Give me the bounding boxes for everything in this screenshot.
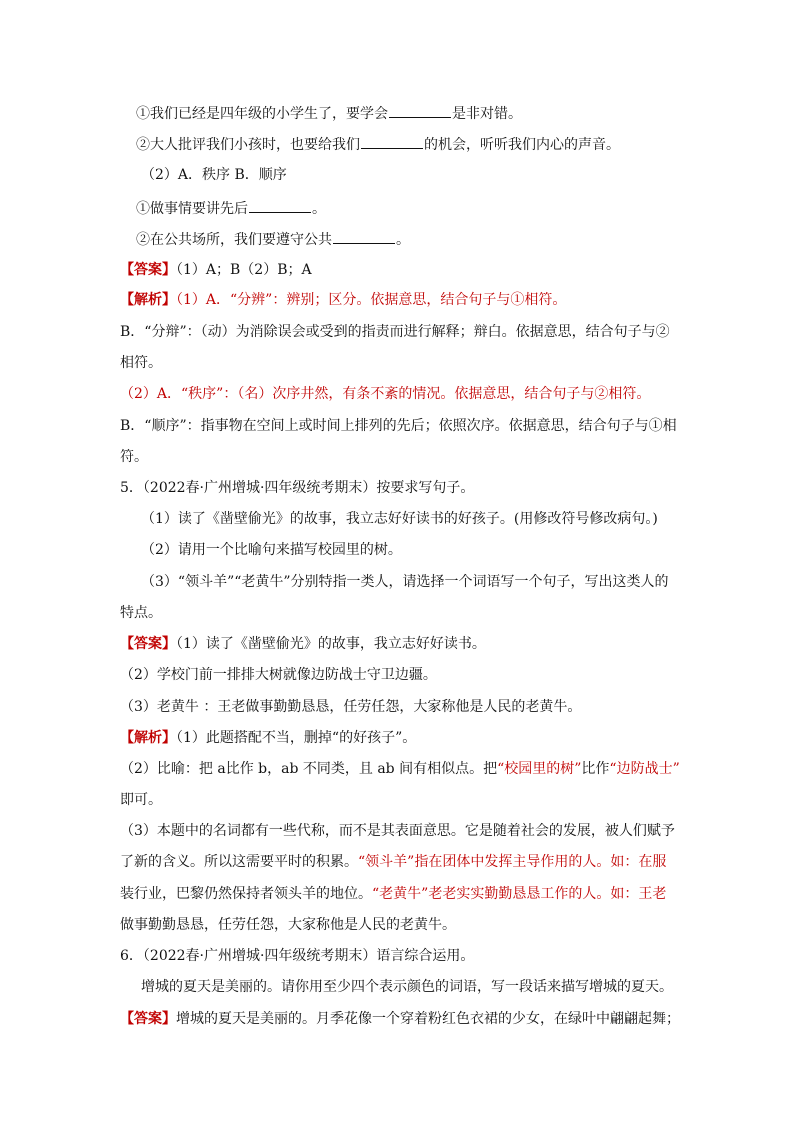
text: 的机会，听听我们内心的声音。 — [424, 137, 620, 153]
explanation-5-line-4: （3）本题中的名词都有一些代称，而不是其表面意思。它是随着社会的发展，被人们赋予 — [120, 823, 675, 839]
text: ②大人批评我们小孩时，也要给我们 — [136, 137, 360, 153]
question-6-prompt: 增城的夏天是美丽的。请你用至少四个表示颜色的词语，写一段话来描写增城的夏天。 — [141, 979, 673, 995]
question-5-part-3-cont: 特点。 — [120, 605, 162, 621]
q4-part-2: （2）A．秩序 B．顺序 — [141, 167, 287, 183]
answer-text: 增城的夏天是美丽的。月季花像一个穿着粉红色衣裙的少女，在绿叶中翩翩起舞； — [176, 1011, 680, 1027]
text: 装行业，巴黎仍然保持者领头羊的地位。 — [120, 886, 372, 902]
explanation-tag: 【解析】 — [120, 730, 176, 746]
text: ②在公共场所，我们要遵守公共 — [136, 232, 332, 248]
explanation-4-line-4: （2）A．“秩序”：（名）次序井然，有条不紊的情况。依据意思，结合句子与②相符。 — [120, 386, 651, 402]
explanation-4-line-5: B．“顺序”：指事物在空间上或时间上排列的先后；依照次序。依据意思，结合句子与①相 — [120, 418, 677, 434]
highlight-text: “老黄牛”老老实实勤勤恳恳工作的人。如：王老 — [372, 886, 667, 902]
text: （1）A．“分辨”：辨别；区分。依据意思，结合句子与①相符。 — [176, 292, 567, 308]
q4-line-2 — [136, 134, 696, 155]
question-5-part-2: （2）请用一个比喻句来描写校园里的树。 — [141, 542, 402, 558]
q4-line-3 — [136, 198, 696, 219]
answer-4 — [120, 260, 680, 280]
answer-6-line-1 — [120, 1009, 680, 1029]
text: ①我们已经是四年级的小学生了，要学会 — [136, 106, 388, 122]
answer-tag: 【答案】 — [120, 636, 176, 652]
explanation-4-line-1 — [120, 290, 680, 310]
explanation-5-line-5 — [120, 852, 680, 872]
answer-text: （1）A；B（2）B；A — [176, 262, 312, 278]
highlight-text: “校园里的树” — [497, 761, 582, 777]
text: （2）比喻：把 a比作 b，ab 不同类，且 ab 间有相似点。把 — [120, 761, 498, 777]
answer-5-line-3: （3）老黄牛 ：王老做事勤勤恳恳，任劳任怨，大家称他是人民的老黄牛。 — [120, 699, 582, 715]
explanation-5-line-1 — [120, 728, 680, 748]
fill-blank[interactable] — [361, 134, 423, 149]
explanation-4-line-3: 相符。 — [120, 355, 162, 371]
q4-line-1 — [136, 103, 696, 124]
highlight-text: “领斗羊”指在团体中发挥主导作用的人。如：在服 — [358, 854, 667, 870]
answer-tag: 【答案】 — [120, 262, 176, 278]
fill-blank[interactable] — [389, 103, 451, 118]
text: 是非对错。 — [452, 106, 522, 122]
explanation-5-line-2 — [120, 759, 680, 779]
text: 了新的含义。所以这需要平时的积累。 — [120, 854, 358, 870]
text: 。 — [312, 201, 326, 217]
text: 比作 — [581, 761, 610, 777]
text: 。 — [396, 232, 410, 248]
question-5-part-3: （3）“领斗羊”“老黄牛”分别特指一类人，请选择一个词语写一个句子，写出这类人的 — [141, 574, 669, 590]
fill-blank[interactable] — [333, 229, 395, 244]
text: （1）此题搭配不当，删掉“的好孩子”。 — [176, 730, 417, 746]
explanation-tag: 【解析】 — [120, 292, 176, 308]
highlight-text: “边防战士” — [609, 761, 680, 777]
text: ①做事情要讲先后 — [136, 201, 248, 217]
question-5-part-1: （1）读了《凿壁偷光》的故事，我立志好好读书的好孩子。(用修改符号修改病句。) — [141, 511, 658, 527]
explanation-5-line-3: 即可。 — [120, 792, 162, 808]
q4-line-4 — [136, 229, 696, 250]
answer-5-line-2: （2）学校门前一排排大树就像边防战士守卫边疆。 — [120, 667, 437, 683]
question-6-title: 6．（2022春·广州增城·四年级统考期末）语言综合运用。 — [120, 948, 475, 964]
answer-5-line-1 — [120, 634, 680, 654]
explanation-5-line-7: 做事勤勤恳恳，任劳任怨，大家称他是人民的老黄牛。 — [120, 917, 456, 933]
explanation-4-line-2: B．“分辩”：（动）为消除误会或受到的指责而进行解释；辩白。依据意思，结合句子与② — [120, 324, 670, 340]
explanation-5-line-6 — [120, 884, 680, 904]
answer-tag: 【答案】 — [120, 1011, 176, 1027]
answer-text: （1）读了《凿壁偷光》的故事，我立志好好读书。 — [176, 636, 486, 652]
explanation-4-line-6: 符。 — [120, 449, 148, 465]
fill-blank[interactable] — [249, 198, 311, 213]
question-5-title: 5．（2022春·广州增城·四年级统考期末）按要求写句子。 — [120, 480, 475, 496]
